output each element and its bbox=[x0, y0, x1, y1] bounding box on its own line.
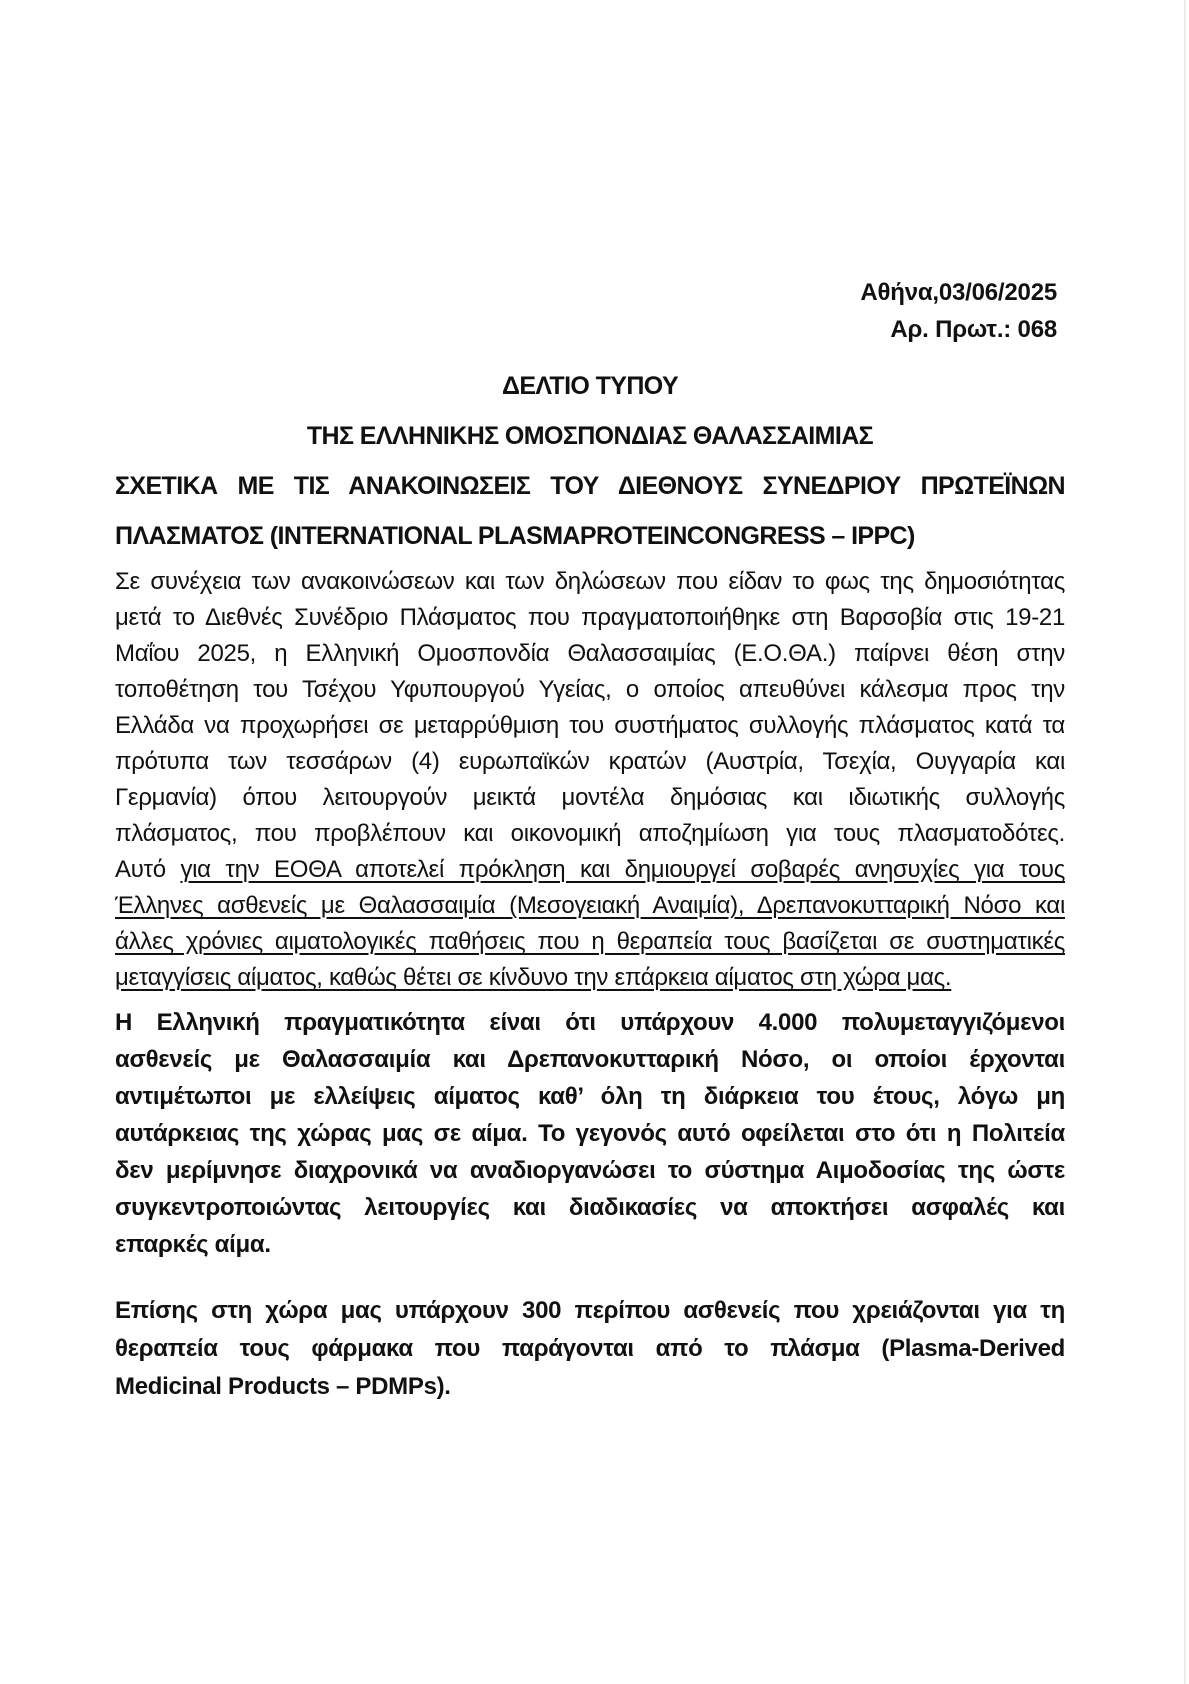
text-line bbox=[115, 1368, 1065, 1406]
press-release-title: ΔΕΛΤΙΟ ΤΥΠΟΥ bbox=[501, 372, 679, 400]
text-segment: αυτάρκειας της χώρας μας σε αίμα. Το γεγονός αυτό οφείλεται στο ότι η Πολιτεία bbox=[115, 1120, 1065, 1147]
text-line bbox=[115, 1078, 1065, 1115]
text-segment: τοποθέτηση του Τσέχου Υφυπουργού Υγείας, ο οποίος απευθύνει κάλεσμα προς την bbox=[115, 676, 1065, 703]
subject-title-line-1: ΣΧΕΤΙΚΑ ΜΕ ΤΙΣ ΑΝΑΚΟΙΝΩΣΕΙΣ ΤΟΥ ΔΙΕΘΝΟΥΣ ΣΥΝΕΔΡΙΟΥ ΠΡΩΤΕΪΝΩΝ bbox=[115, 472, 1065, 500]
text-segment: ασθενείς με Θαλασσαιμία και Δρεπανοκυτταρική Νόσο, οι οποίοι έρχονται bbox=[115, 1046, 1065, 1073]
text-line bbox=[115, 1152, 1065, 1189]
text-line bbox=[115, 1115, 1065, 1152]
document-content bbox=[115, 0, 1065, 1406]
text-segment: αντιμέτωποι με ελλείψεις αίματος καθ’ όλη τη διάρκεια του έτους, λόγω μη bbox=[115, 1083, 1065, 1110]
text-line bbox=[115, 1004, 1065, 1041]
text-line bbox=[115, 816, 1065, 852]
text-line bbox=[115, 1226, 1065, 1263]
scan-edge-line bbox=[1184, 0, 1186, 1684]
text-line bbox=[115, 744, 1065, 780]
protocol-number-line: Αρ. Πρωτ.: 068 bbox=[890, 316, 1057, 343]
text-line bbox=[115, 708, 1065, 744]
text-segment: Μαΐου 2025, η Ελληνική Ομοσπονδία Θαλασσαιμίας (Ε.Ο.ΘΑ.) παίρνει θέση στην bbox=[115, 640, 1065, 667]
subject-title-line-2: ΠΛΑΣΜΑΤΟΣ (INTERNATIONAL PLASMAPROTEINCONGRESS – IPPC) bbox=[115, 522, 915, 550]
text-line bbox=[115, 672, 1065, 708]
text-segment: Σε συνέχεια των ανακοινώσεων και των δηλώσεων που είδαν το φως της δημοσιότητας bbox=[115, 568, 1065, 595]
document-body bbox=[115, 564, 1065, 1406]
text-segment: συγκεντροποιώντας λειτουργίες και διαδικασίες να αποκτήσει ασφαλές και bbox=[115, 1194, 1065, 1221]
text-segment: επαρκές αίμα. bbox=[115, 1231, 271, 1258]
text-line bbox=[115, 1189, 1065, 1226]
text-line bbox=[115, 852, 1065, 888]
text-segment: Ελλάδα να προχωρήσει σε μεταρρύθμιση του συστήματος συλλογής πλάσματος κατά τα bbox=[115, 712, 1065, 739]
text-segment: Medicinal Products – PDMPs). bbox=[115, 1373, 451, 1400]
text-segment: Επίσης στη χώρα μας υπάρχουν 300 περίπου ασθενείς που χρειάζονται για τη bbox=[115, 1297, 1065, 1324]
text-line bbox=[115, 780, 1065, 816]
date-line: Αθήνα,03/06/2025 bbox=[860, 279, 1057, 306]
text-segment: Γερμανία) όπου λειτουργούν μεικτά μοντέλα δημόσιας και ιδιωτικής συλλογής bbox=[115, 784, 1065, 811]
text-line bbox=[115, 1292, 1065, 1330]
text-segment: πρότυπα των τεσσάρων (4) ευρωπαϊκών κρατών (Αυστρία, Τσεχία, Ουγγαρία και bbox=[115, 748, 1065, 775]
text-line bbox=[115, 1330, 1065, 1368]
text-line bbox=[115, 960, 1065, 996]
text-segment: Αυτό bbox=[115, 856, 181, 883]
text-line bbox=[115, 924, 1065, 960]
reality-paragraph bbox=[115, 1004, 1065, 1263]
underlined-text: άλλες χρόνιες αιματολογικές παθήσεις που η θεραπεία τους βασίζεται σε συστηματικές bbox=[115, 928, 1065, 955]
underlined-text: Έλληνες ασθενείς με Θαλασσαιμία (Μεσογειακή Αναιμία), Δρεπανοκυτταρική Νόσο και bbox=[115, 892, 1065, 919]
underlined-text: μεταγγίσεις αίματος, καθώς θέτει σε κίνδυνο την επάρκεια αίματος στη χώρα μας. bbox=[115, 964, 952, 991]
pdmp-paragraph bbox=[115, 1292, 1065, 1406]
date-block bbox=[115, 0, 1065, 348]
title-block bbox=[115, 361, 1065, 561]
text-segment: δεν μερίμνησε διαχρονικά να αναδιοργανώσει το σύστημα Αιμοδοσίας της ώστε bbox=[115, 1157, 1065, 1184]
text-segment: μετά το Διεθνές Συνέδριο Πλάσματος που πραγματοποιήθηκε στη Βαρσοβία στις 19-21 bbox=[115, 604, 1065, 631]
text-line bbox=[115, 600, 1065, 636]
text-segment: Η Ελληνική πραγματικότητα είναι ότι υπάρχουν 4.000 πολυμεταγγιζόμενοι bbox=[115, 1009, 1065, 1036]
text-segment: θεραπεία τους φάρμακα που παράγονται από το πλάσμα (Plasma-Derived bbox=[115, 1335, 1065, 1362]
intro-paragraph bbox=[115, 564, 1065, 996]
federation-title: ΤΗΣ ΕΛΛΗΝΙΚΗΣ ΟΜΟΣΠΟΝΔΙΑΣ ΘΑΛΑΣΣΑΙΜΙΑΣ bbox=[306, 422, 874, 450]
text-line bbox=[115, 636, 1065, 672]
underlined-text: για την ΕΟΘΑ αποτελεί πρόκληση και δημιουργεί σοβαρές ανησυχίες για τους bbox=[180, 856, 1065, 883]
text-line bbox=[115, 1041, 1065, 1078]
text-line bbox=[115, 888, 1065, 924]
text-segment: πλάσματος, που προβλέπουν και οικονομική αποζημίωση για τους πλασματοδότες. bbox=[115, 820, 1065, 847]
text-line bbox=[115, 564, 1065, 600]
